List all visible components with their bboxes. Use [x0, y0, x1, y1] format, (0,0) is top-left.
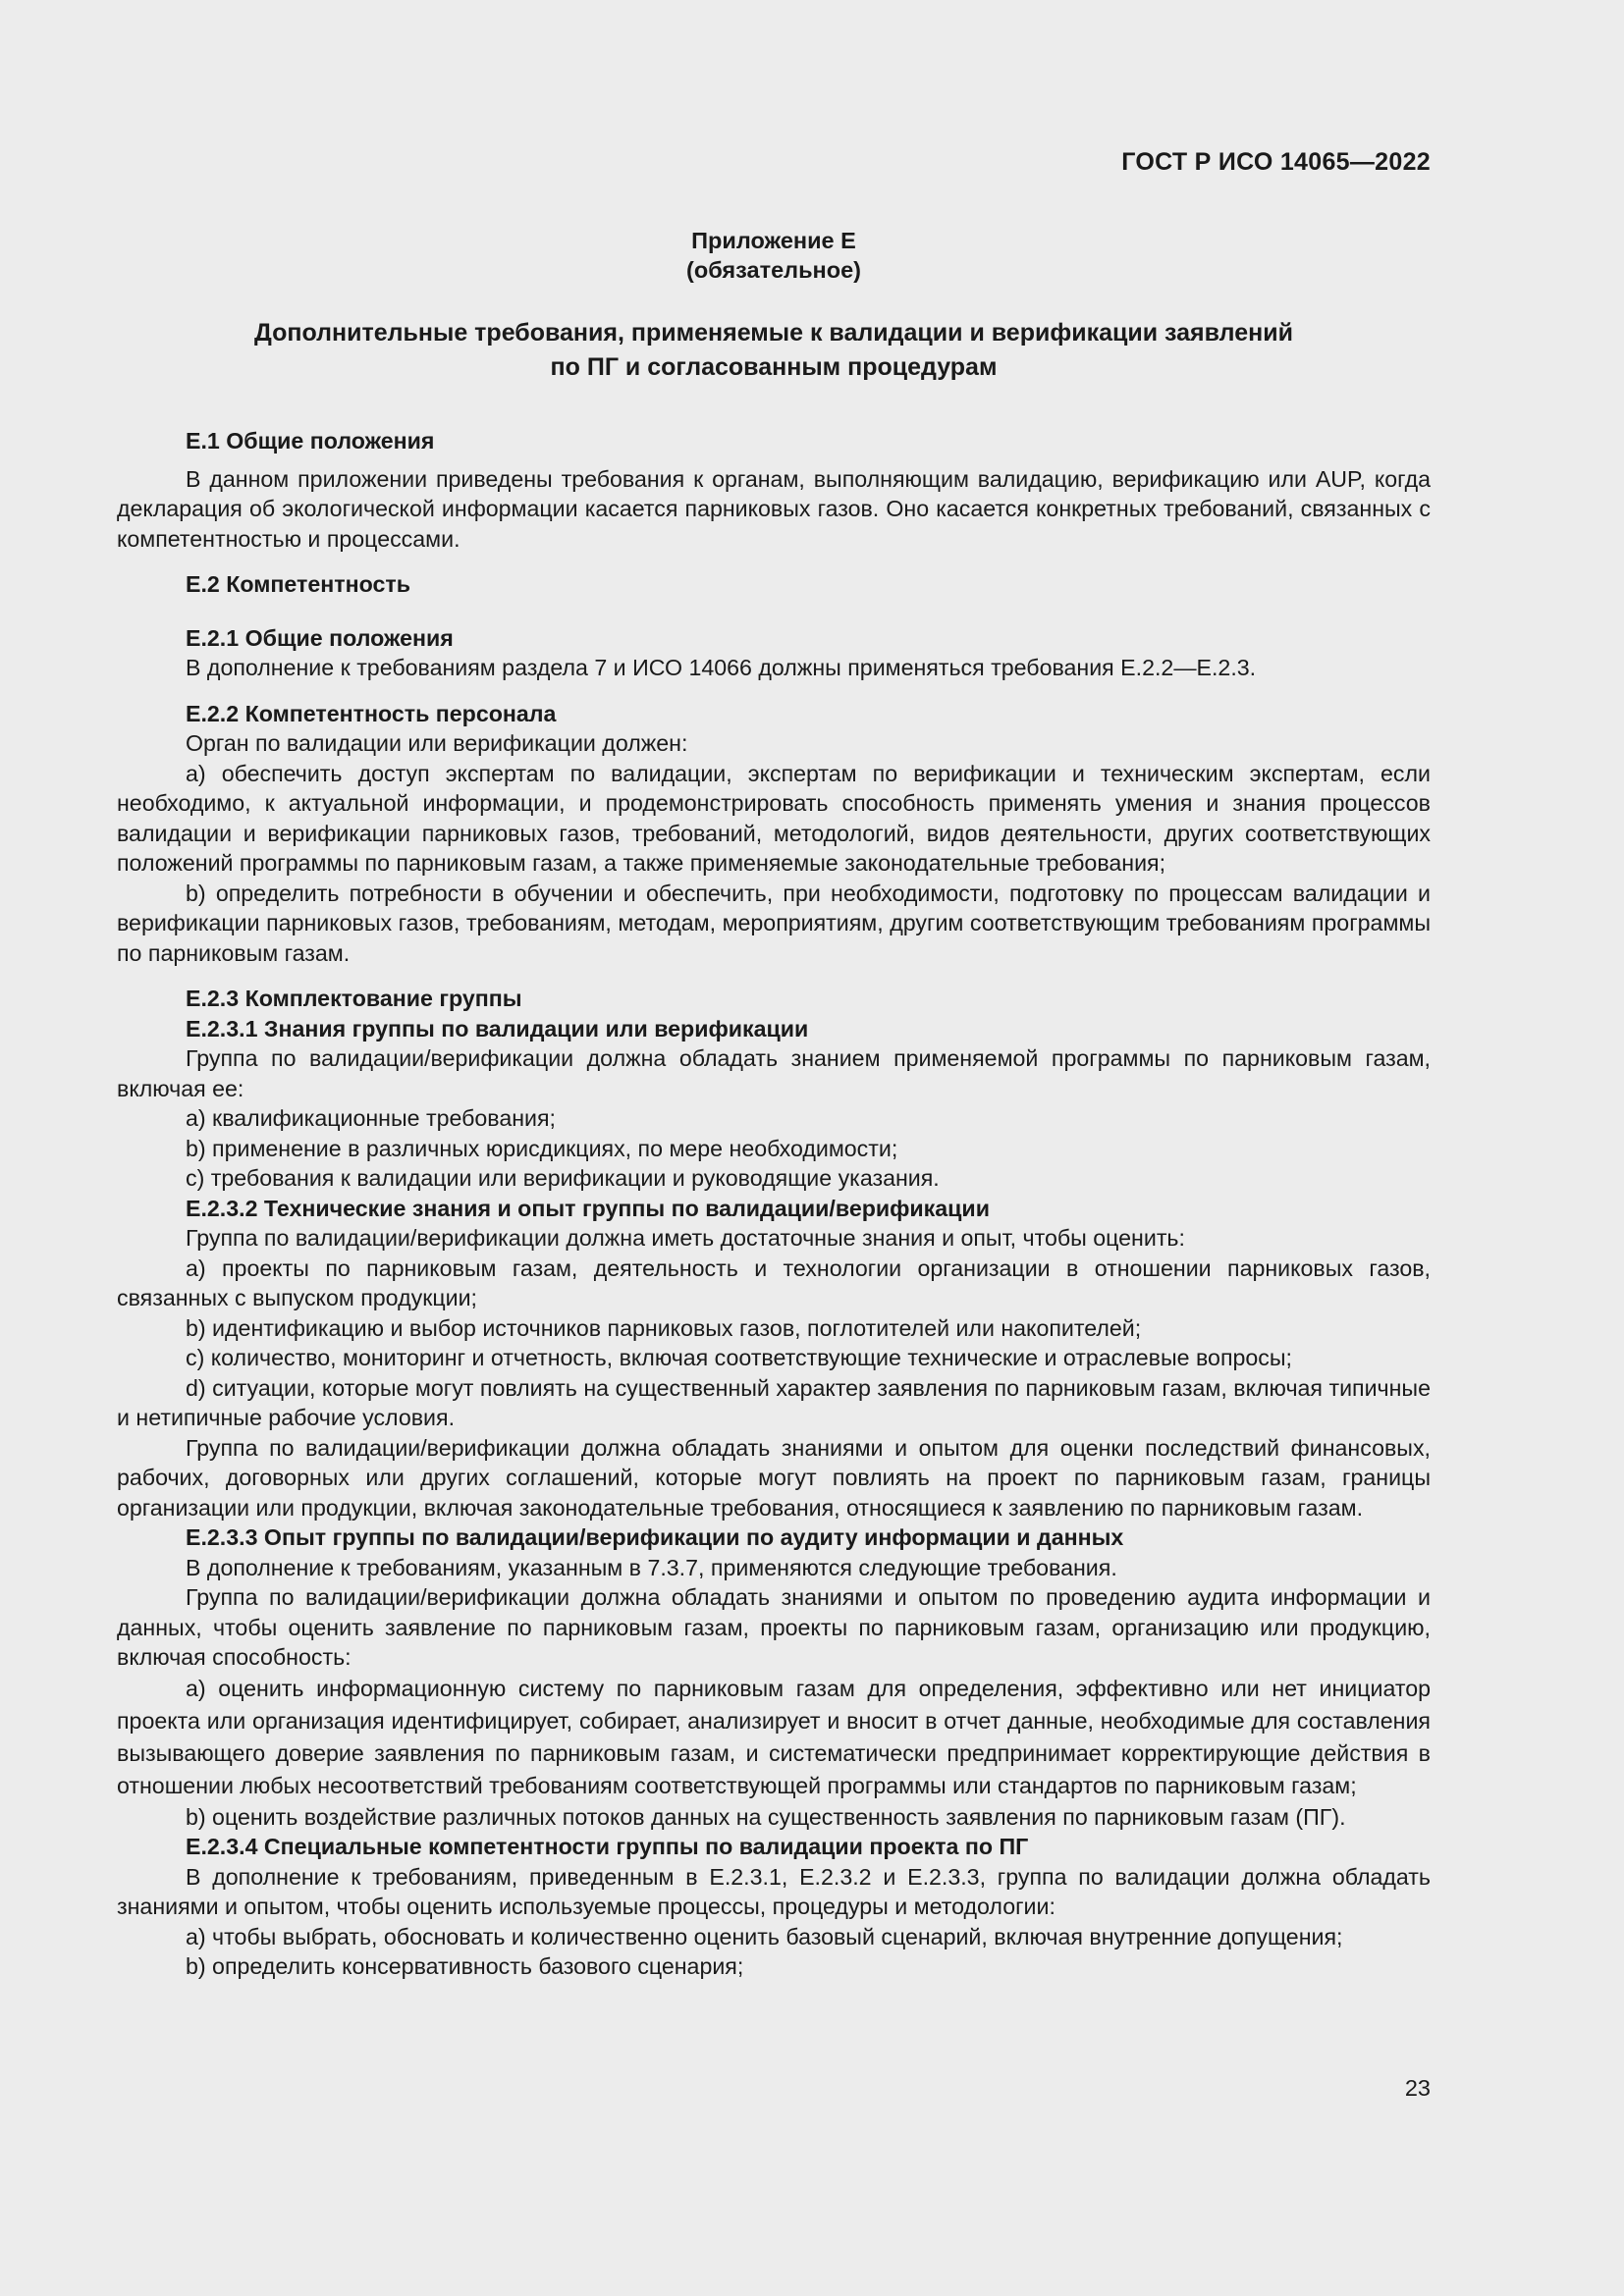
- paragraph: Орган по валидации или верификации должен:: [186, 730, 688, 756]
- annex-label: Приложение Е: [691, 228, 856, 253]
- paragraph: Группа по валидации/верификации должна иметь достаточные знания и опыт, чтобы оценить:: [186, 1225, 1185, 1251]
- paragraph: Группа по валидации/верификации должна обладать знанием применяемой программы по парниковым газам, включая ее:: [117, 1045, 1431, 1101]
- list-item: c) требования к валидации или верификации и руководящие указания.: [186, 1165, 940, 1191]
- list-item: a) проекты по парниковым газам, деятельность и технологии организации в отношении парниковых газов, связанных с выпуском продукции;: [117, 1255, 1431, 1310]
- section-heading-e232: Е.2.3.2 Технические знания и опыт группы по валидации/верификации: [186, 1195, 990, 1221]
- list-item: a) оценить информационную систему по парниковым газам для определения, эффективно или нет инициатор проекта или организация идентифицирует, собирает, анализирует и вносит в отчет данные, необходимые для составления вызывающего доверие заявления по парниковым газам, и систематически предпринимает корректирующие действия в отношении любых несоответствий требованиям соответствующей программы или стандартов по парниковым газам;: [117, 1675, 1431, 1798]
- list-item: b) идентификацию и выбор источников парниковых газов, поглотителей или накопителей;: [186, 1314, 1142, 1341]
- annex-status: (обязательное): [686, 257, 861, 283]
- list-item: b) определить потребности в обучении и обеспечить, при необходимости, подготовку по процессам валидации и верификации парниковых газов, требованиям, методам, мероприятиям, другим соответствующим требованиям программы по парниковым газам.: [117, 880, 1431, 966]
- list-item: b) оценить воздействие различных потоков данных на существенность заявления по парниковым газам (ПГ).: [186, 1803, 1346, 1830]
- list-item: b) определить консервативность базового сценария;: [186, 1953, 744, 1979]
- section-heading-e233: Е.2.3.3 Опыт группы по валидации/верификации по аудиту информации и данных: [186, 1524, 1124, 1550]
- section-heading-e21: Е.2.1 Общие положения: [186, 624, 454, 651]
- paragraph: Группа по валидации/верификации должна обладать знаниями и опытом для оценки последствий финансовых, рабочих, договорных или других соглашений, которые могут повлиять на проект по парниковым газам, границы организации или продукции, включая законодательные требования, относящиеся к заявлению по парниковым газам.: [117, 1434, 1431, 1521]
- document-page: [117, 0, 1431, 2296]
- section-heading-e23: Е.2.3 Комплектование группы: [186, 986, 522, 1011]
- paragraph: В данном приложении приведены требования к органам, выполняющим валидацию, верификацию или AUP, когда декларация об экологической информации касается парниковых газов. Оно касается конкретных требований, связанных с компетентностью и процессами.: [117, 465, 1431, 552]
- document-number: ГОСТ Р ИСО 14065—2022: [1121, 148, 1431, 176]
- section-heading-e234: Е.2.3.4 Специальные компетентности группы по валидации проекта по ПГ: [186, 1834, 1029, 1859]
- annex-title: [117, 316, 1431, 385]
- list-item: a) чтобы выбрать, обосновать и количественно оценить базовый сценарий, включая внутренние допущения;: [186, 1923, 1343, 1949]
- annex-title-line-1: Дополнительные требования, применяемые к валидации и верификации заявлений: [254, 319, 1293, 347]
- section-heading-e1: Е.1 Общие положения: [186, 428, 435, 454]
- paragraph: Группа по валидации/верификации должна обладать знаниями и опытом по проведению аудита информации и данных, чтобы оценить заявление по парниковым газам, проекты по парниковым газам, организацию или продукцию, включая способность:: [117, 1584, 1431, 1670]
- annex-label-block: [117, 226, 1431, 285]
- list-item: b) применение в различных юрисдикциях, по мере необходимости;: [186, 1135, 898, 1161]
- document-body: [117, 426, 1431, 1982]
- list-item: a) обеспечить доступ экспертам по валидации, экспертам по верификации и техническим экспертам, если необходимо, к актуальной информации, и продемонстрировать способность применять умения и знания процессов валидации и верификации парниковых газов, требований, методологий, видов деятельности, других соответствующих положений программы по парниковым газам, а также применяемые законодательные требования;: [117, 760, 1431, 876]
- section-heading-e22: Е.2.2 Компетентность персонала: [186, 700, 557, 726]
- paragraph: В дополнение к требованиям, указанным в 7.3.7, применяются следующие требования.: [186, 1554, 1117, 1580]
- list-item: d) ситуации, которые могут повлиять на существенный характер заявления по парниковым газам, включая типичные и нетипичные рабочие условия.: [117, 1374, 1431, 1430]
- annex-title-line-2: по ПГ и согласованным процедурам: [550, 353, 998, 381]
- list-item: a) квалификационные требования;: [186, 1105, 557, 1131]
- page-number: 23: [1404, 2075, 1431, 2101]
- section-heading-e231: Е.2.3.1 Знания группы по валидации или верификации: [186, 1015, 809, 1041]
- list-item: c) количество, мониторинг и отчетность, включая соответствующие технические и отраслевые вопросы;: [186, 1345, 1292, 1370]
- section-heading-e2: Е.2 Компетентность: [186, 571, 410, 597]
- paragraph: В дополнение к требованиям раздела 7 и ИСО 14066 должны применяться требования Е.2.2—Е.2.3.: [186, 655, 1257, 680]
- paragraph: В дополнение к требованиям, приведенным в Е.2.3.1, Е.2.3.2 и Е.2.3.3, группа по валидации должна обладать знаниями и опытом, чтобы оценить используемые процессы, процедуры и методологии:: [117, 1863, 1431, 1919]
